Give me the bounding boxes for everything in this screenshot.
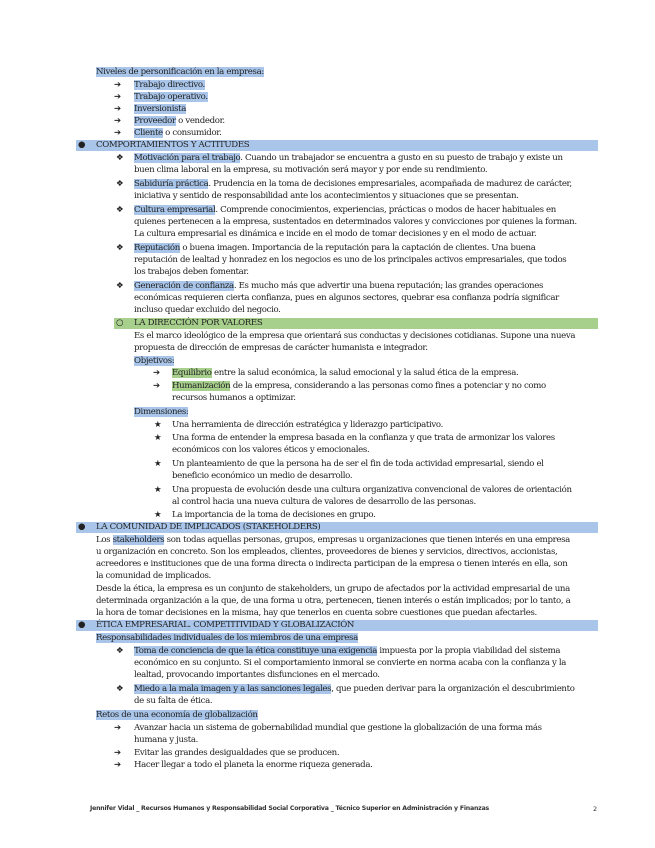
section-heading: COMPORTAMIENTOS Y ACTITUDES — [96, 140, 250, 150]
nivel-item: Trabajo operativo. — [134, 92, 208, 102]
section-heading: LA COMUNIDAD DE IMPLICADOS (STAKEHOLDERS) — [96, 522, 321, 532]
responsabilidades-label: Responsabilidades individuales de los miembros de una empresa — [96, 633, 358, 643]
retos-label: Retos de una economía de globalización — [96, 710, 258, 720]
bullet-dot-icon: ● — [78, 522, 86, 532]
bullet-dot-icon: ● — [78, 620, 86, 630]
arrow-icon: ➔ — [114, 723, 122, 733]
bullet-dot-icon: ● — [78, 140, 86, 150]
star-bullet-icon: ★ — [154, 510, 162, 520]
page-footer: Jennifer Vidal _ Recursos Humanos y Responsabilidad Social Corporativa _ Técnico Superior en Administración y Finanzas — [90, 805, 490, 812]
diamond-bullet-icon: ❖ — [116, 205, 124, 215]
arrow-icon: ➔ — [114, 748, 122, 758]
arrow-icon: ➔ — [114, 92, 122, 102]
arrow-icon: ➔ — [114, 128, 122, 138]
arrow-icon: ➔ — [153, 368, 161, 378]
page-number: 2 — [593, 805, 598, 813]
document-page: Niveles de personificación en la empresa: ➔ Trabajo directivo. ➔ Trabajo operativo. ➔ Inversionista ➔ Proveedor o vendedor. ➔ Cliente o consumidor. ● COMPORTAMIENTOS Y ACTITUDES ❖ Motivación para el trabajo. Cuando un trabajador se encuentra a gusto en su puesto de trabajo y existe un buen clima laboral en la empresa, su motivación será mayor y por ende su rendimiento. ❖ Sabiduría práctica. Prudencia en la toma de decisiones empresariales, acompañada de madurez de carácter, iniciativa y sentido de responsabilidad ante los acontecimientos y situaciones que se presentan. ❖ Cultura empresarial. Comprende conocimientos, experiencias, prácticas o modos de hacer habituales en quienes pertenecen a la empresa, sustentados en determinados valores y convicciones por quienes la forman. La cultura empresarial es dinámica e incide en el modo de tomar decisiones y en el modo de actuar. ❖ Reputación o buena imagen. Importancia de la reputación para la captación de clientes. Una buena reputación de lealtad y honradez en los negocios es uno de los principales activos empresariales, que todos los trabajos deben fomentar. ❖ Generación de confianza. Es mucho más que advertir una buena reputación; las grandes operaciones económicas requieren cierta confianza, pues en algunos sectores, quebrar esa confianza podría significar incluso quedar excluido del negocio. ○ LA DIRECCIÓN POR VALORES Es el marco ideológico de la empresa que orientará sus conductas y decisiones cotidianas. Supone una nueva propuesta de dirección de empresas de carácter humanista e integrador. Objetivos: ➔ Equilibrio entre la salud económica, la salud emocional y la salud ética de la empresa. ➔ Humanización de la empresa, considerando a las personas como fines a potenciar y no como recursos humanos a optimizar. Dimensiones: ★ Una herramienta de dirección estratégica y liderazgo participativo. ★ Una forma de entender la empresa basada en la confianza y que trata de armonizar los valores económicos con los valores éticos y emocionales. ★ Un planteamiento de que la persona ha de ser el fin de toda actividad empresarial, siendo el beneficio económico un medio de desarrollo. ★ Una propuesta de evolución desde una cultura organizativa convencional de valores de orientación al control hacia una nueva cultura de valores de desarrollo de las personas. ★ La importancia de la toma de decisiones en grupo. ● LA COMUNIDAD DE IMPLICADOS (STAKEHOLDERS) Los stakeholders son todas aquellas personas, grupos, empresas u organizaciones que tienen interés en una empresa u organización en concreto. Son los empleados, clientes, proveedores de bienes y servicios, directivos, accionistas, acreedores e instituciones que de una forma directa o indirecta participan de la empresa o tienen interés en ella, son la comunidad de implicados. Desde la ética, la empresa es un conjunto de stakeholders, un grupo de afectados por la actividad empresarial de una determinada organización a la que, de una forma u otra, pertenecen, tienen interés o están implicados; por lo tanto, a la hora de tomar decisiones en la misma, hay que tenerlos en cuenta sobre cuestiones que puedan afectarles. ● ÉTICA EMPRESARIAL. COMPETITIVIDAD Y GLOBALIZACIÓN Responsabilidades individuales de los miembros de una empresa ❖ Toma de conciencia de que la ética constituye una exigencia impuesta por la propia viabilidad del sistema económico en su conjunto. Si el comportamiento inmoral se convierte en norma acaba con la confianza y la lealtad, provocando importantes disfunciones en el mercado. ❖ Miedo a la mala imagen y a las sanciones legales, que pueden derivar para la organización el descubrimiento de su falta de ética. Retos de una economía de globalización ➔ Avanzar hacia un sistema de gobernabilidad mundial que gestione la globalización de una forma más humana y justa. ➔ Evitar las grandes desigualdades que se producen. ➔ Hacer llegar a todo el planeta la enorme riqueza generada. Jennifer Vidal _ Recursos Humanos y Responsabilidad Social Corporativa _ Técnico Superior en Administración y Finanzas 2 — [78, 67, 598, 813]
arrow-icon: ➔ — [114, 104, 122, 114]
arrow-icon: ➔ — [114, 80, 122, 90]
diamond-bullet-icon: ❖ — [116, 281, 124, 291]
circle-bullet-icon: ○ — [116, 318, 124, 328]
dimensiones-label: Dimensiones: — [134, 407, 189, 417]
objetivos-label: Objetivos: — [134, 356, 175, 366]
arrow-icon: ➔ — [153, 381, 161, 391]
star-bullet-icon: ★ — [154, 485, 162, 495]
arrow-icon: ➔ — [114, 116, 122, 126]
stakeholders-term: stakeholders — [112, 535, 165, 545]
star-bullet-icon: ★ — [154, 433, 162, 443]
diamond-bullet-icon: ❖ — [116, 153, 124, 163]
diamond-bullet-icon: ❖ — [116, 684, 124, 694]
niveles-title: Niveles de personificación en la empresa: — [96, 67, 264, 77]
subsection-heading: LA DIRECCIÓN POR VALORES — [134, 318, 263, 328]
nivel-item: Cliente — [134, 128, 163, 138]
diamond-bullet-icon: ❖ — [116, 646, 124, 656]
star-bullet-icon: ★ — [154, 420, 162, 430]
arrow-icon: ➔ — [114, 760, 122, 770]
section-heading: ÉTICA EMPRESARIAL. COMPETITIVIDAD Y GLOBALIZACIÓN — [96, 620, 355, 630]
nivel-item: Trabajo directivo. — [134, 80, 205, 90]
nivel-item: Proveedor — [134, 116, 176, 126]
star-bullet-icon: ★ — [154, 459, 162, 469]
diamond-bullet-icon: ❖ — [116, 179, 124, 189]
nivel-item: Inversionista — [134, 104, 187, 114]
diamond-bullet-icon: ❖ — [116, 243, 124, 253]
